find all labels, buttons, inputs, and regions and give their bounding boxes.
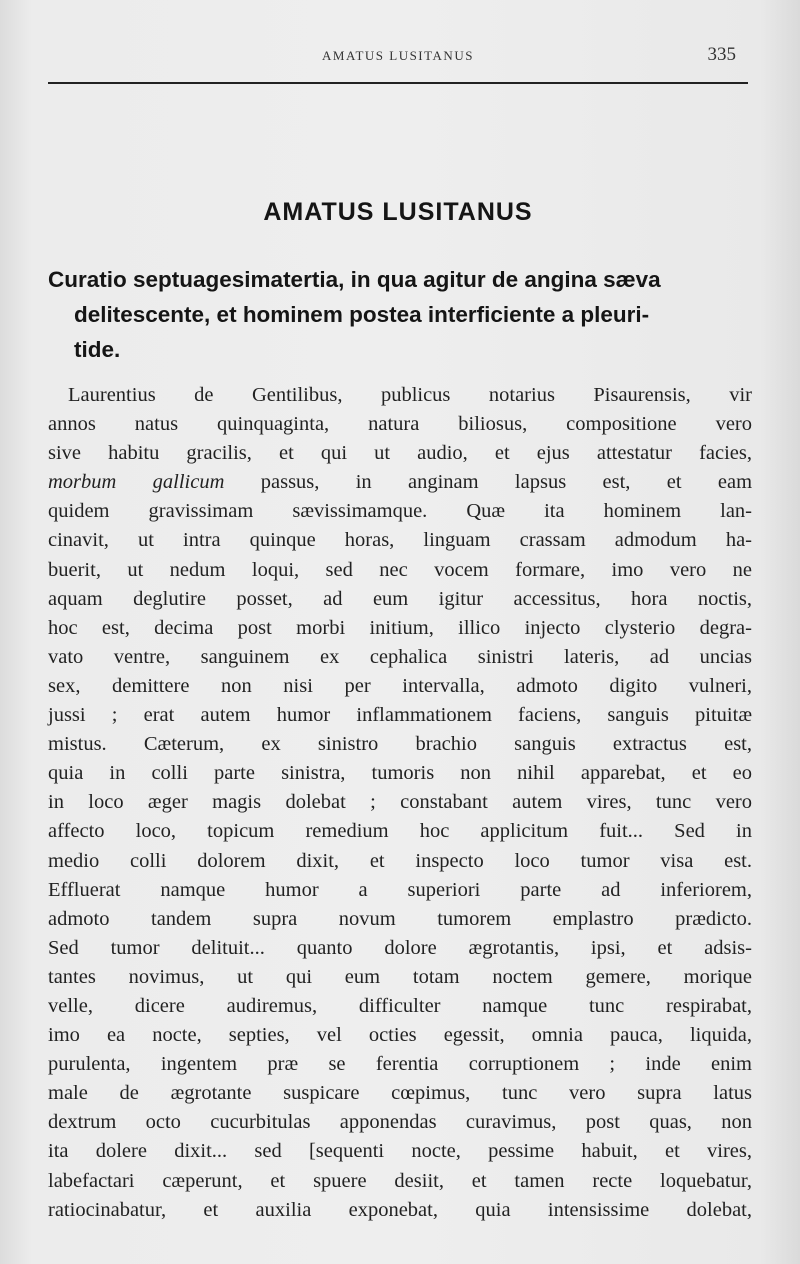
running-title: AMATUS LUSITANUS xyxy=(322,48,474,63)
text-fragment: passus, in anginam lapsus est, et eam xyxy=(224,471,753,494)
text-line: Laurentius de Gentilibus, publicus notarius Pisaurensis, vir xyxy=(68,384,752,406)
text-line: quia in colli parte sinistra, tumoris non nihil apparebat, et eo xyxy=(48,762,752,785)
text-line: male de ægrotante suspicare cœpimus, tunc vero supra latus xyxy=(48,1082,752,1105)
text-line: ratiocinabatur, et auxilia exponebat, quia intensissime dolebat, xyxy=(48,1198,752,1221)
heading-line: Curatio septuagesimatertia, in qua agitur de angina sæva xyxy=(48,267,661,292)
text-line: imo ea nocte, septies, vel octies egessit, omnia pauca, liquida, xyxy=(48,1024,752,1047)
text-line: hoc est, decima post morbi initium, illico injecto clysterio degra- xyxy=(48,616,752,639)
text-line: tantes novimus, ut qui eum totam noctem gemere, morique xyxy=(48,965,752,988)
text-line: cinavit, ut intra quinque horas, linguam crassam admodum ha- xyxy=(48,529,752,552)
section-heading xyxy=(48,262,754,367)
header-rule xyxy=(48,82,748,84)
chapter-title: AMATUS LUSITANUS xyxy=(263,198,533,226)
text-line: medio colli dolorem dixit, et inspecto loco tumor visa est. xyxy=(48,849,752,872)
text-line: labefactari cæperunt, et spuere desiit, et tamen recte loquebatur, xyxy=(48,1169,752,1192)
text-line: velle, dicere audiremus, difficulter namque tunc respirabat, xyxy=(48,994,752,1017)
text-line: mistus. Cæterum, ex sinistro brachio sanguis extractus est, xyxy=(48,733,752,756)
text-line: buerit, ut nedum loqui, sed nec vocem formare, imo vero ne xyxy=(48,558,752,581)
body-paragraph xyxy=(48,381,752,1225)
text-line: sex, demittere non nisi per intervalla, admoto digito vulneri, xyxy=(48,674,752,697)
text-line: Sed tumor delituit... quanto dolore ægrotantis, ipsi, et adsis- xyxy=(48,936,752,959)
heading-line: tide. xyxy=(74,337,121,362)
text-line: annos natus quinquaginta, natura biliosus, compositione vero xyxy=(48,413,752,436)
heading-line: delitescente, et hominem postea interficiente a pleuri- xyxy=(74,302,650,327)
text-line: vato ventre, sanguinem ex cephalica sinistri lateris, ad uncias xyxy=(48,645,752,668)
text-line: Effluerat namque humor a superiori parte ad inferiorem, xyxy=(48,878,752,901)
text-line: aquam deglutire posset, ad eum igitur accessitus, hora noctis, xyxy=(48,587,752,610)
text-line: affecto loco, topicum remedium hoc applicitum fuit... Sed in xyxy=(48,820,752,843)
text-line: sive habitu gracilis, et qui ut audio, et ejus attestatur facies, xyxy=(48,442,752,465)
text-line: in loco æger magis dolebat ; constabant autem vires, tunc vero xyxy=(48,791,752,814)
text-line xyxy=(48,468,752,497)
text-line: dextrum octo cucurbitulas apponendas curavimus, post quas, non xyxy=(48,1111,752,1134)
italic-phrase: morbum gallicum xyxy=(48,471,225,494)
page-number: 335 xyxy=(707,44,736,65)
text-line: admoto tandem supra novum tumorem emplastro prædicto. xyxy=(48,907,752,930)
text-line: purulenta, ingentem præ se ferentia corruptionem ; inde enim xyxy=(48,1053,752,1076)
running-head xyxy=(48,44,748,70)
text-line: quidem gravissimam sævissimamque. Quæ ita hominem lan- xyxy=(48,500,752,523)
text-line: ita dolere dixit... sed [sequenti nocte, pessime habuit, et vires, xyxy=(48,1140,752,1163)
text-line: jussi ; erat autem humor inflammationem faciens, sanguis pituitæ xyxy=(48,704,752,727)
